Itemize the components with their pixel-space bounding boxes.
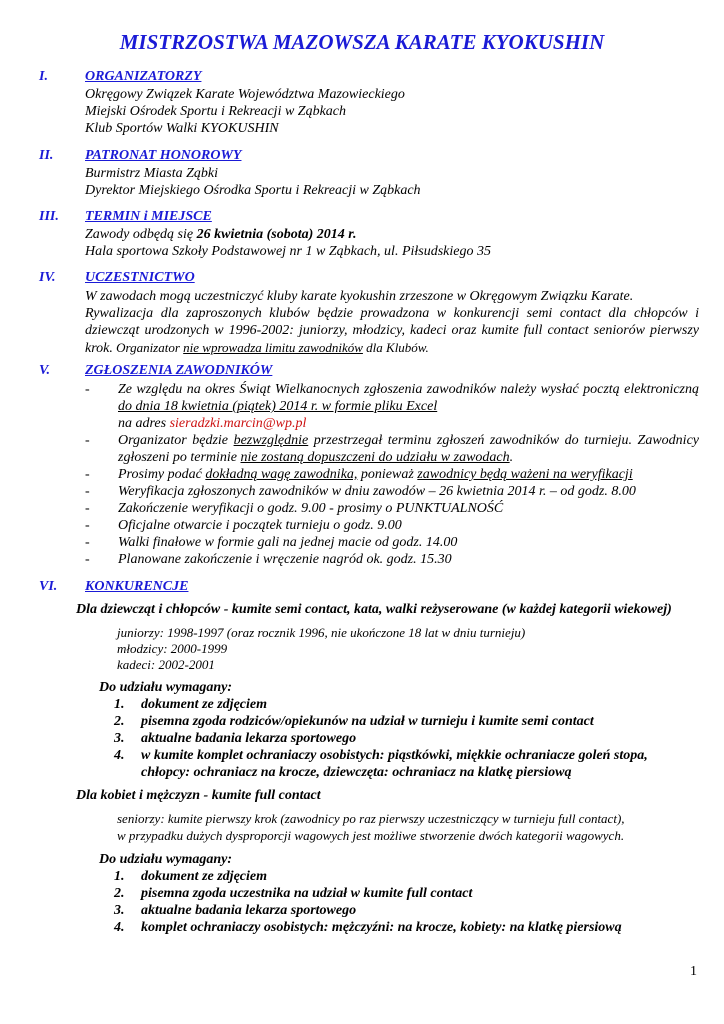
bullet-text: Walki finałowe w formie gali na jednej macie od godz. 14.00 [118, 535, 458, 550]
section-number: I. [39, 69, 48, 84]
requirements-heading: Do udziału wymagany: [99, 680, 233, 695]
bullet-text: Planowane zakończenie i wręczenie nagród ok. godz. 15.30 [118, 552, 452, 567]
bullet-dash: - [85, 467, 90, 482]
page-number: 1 [690, 964, 697, 979]
list-item [114, 902, 356, 919]
list-number: 2. [114, 886, 125, 901]
list-item [114, 868, 267, 885]
list-number: 4. [114, 920, 125, 935]
section-title: ZGŁOSZENIA ZAWODNIKÓW [85, 363, 273, 378]
list-item [85, 381, 699, 432]
section-title: ORGANIZATORZY [85, 69, 202, 84]
event-date-line [85, 226, 356, 243]
bullet-text: Prosimy podać [118, 467, 206, 482]
section-number: V. [39, 363, 51, 378]
section-heading-competitions [39, 579, 188, 595]
email-line [118, 415, 699, 432]
bullet-dash: - [85, 535, 90, 550]
requirements-heading: Do udziału wymagany: [99, 852, 233, 867]
organizer-note-suffix: dla Klubów. [362, 340, 429, 355]
list-item [114, 885, 472, 902]
section-heading-patronage [39, 148, 241, 164]
list-number: 3. [114, 731, 125, 746]
list-item [114, 747, 648, 764]
requirement-text: komplet ochraniaczy osobistych: mężczyźni: na krocze, kobiety: na klatkę piersiową [141, 920, 622, 935]
list-item [85, 500, 699, 517]
email-link[interactable]: sieradzki.marcin@wp.pl [169, 416, 307, 431]
organizer-line: Okręgowy Związek Karate Województwa Mazowieckiego [85, 87, 405, 102]
senior-line: w przypadku dużych dysproporcji wagowych jest możliwe stworzenie dwóch kategorii wagowych. [117, 828, 625, 843]
age-group-line: juniorzy: 1998-1997 (oraz rocznik 1996, nie ukończone 18 lat w dniu turnieju) [117, 625, 526, 640]
bullet-text: Zakończenie weryfikacji o godz. 9.00 - prosimy o PUNKTUALNOŚĆ [118, 501, 504, 516]
list-item [85, 534, 699, 551]
bullet-dash: - [85, 382, 90, 397]
bullet-text: Ze względu na okres Świąt Wielkanocnych zgłoszenia zawodników należy wysłać pocztą elektroniczną [118, 382, 699, 397]
list-number: 3. [114, 903, 125, 918]
patron-line: Burmistrz Miasta Ząbki [85, 166, 219, 181]
list-number: 1. [114, 869, 125, 884]
event-date-prefix: Zawody odbędą się [85, 227, 197, 242]
organizer-line: Klub Sportów Walki KYOKUSHIN [85, 121, 279, 136]
requirement-text: w kumite komplet ochraniaczy osobistych: piąstkówki, miękkie ochraniacze goleń stopa, [141, 748, 648, 763]
requirement-continuation: chłopcy: ochraniacz na krocze, dziewczęta: ochraniacz na klatkę piersiową [141, 765, 572, 780]
bullet-dash: - [85, 518, 90, 533]
age-group-line: młodzicy: 2000-1999 [117, 641, 228, 656]
adult-category-heading: Dla kobiet i mężczyzn - kumite full contact [76, 788, 321, 803]
bullet-text: Oficjalne otwarcie i początek turnieju o godz. 9.00 [118, 518, 402, 533]
list-item [85, 517, 699, 534]
list-item [114, 730, 356, 747]
section-heading-participation [39, 270, 195, 286]
strict-underlined: bezwzględnie [233, 433, 309, 448]
participation-text: Rywalizacja dla zaproszonych klubów będzie prowadzona w konkurencji semi contact dla chłopców i dziewcząt urodzonych w 1996-2002: juniorzy, młodzicy, kadeci oraz kumite full contact seniorów pierwszy krok. [85, 306, 699, 356]
list-item [114, 696, 267, 713]
weight-underlined: dokładną wagę zawodnika, [205, 467, 358, 482]
participation-line: W zawodach mogą uczestniczyć kluby karate kyokushin zrzeszone w Okręgowym Związku Karate. [85, 289, 634, 304]
section-title: KONKURENCJE [85, 579, 189, 594]
bullet-dash: - [85, 552, 90, 567]
list-item [85, 432, 699, 466]
participation-paragraph [85, 305, 699, 357]
venue-line: Hala sportowa Szkoły Podstawowej nr 1 w Ząbkach, ul. Piłsudskiego 35 [85, 244, 491, 259]
bullet-dash: - [85, 501, 90, 516]
page-title: MISTRZOSTWA MAZOWSZA KARATE KYOKUSHIN [119, 30, 605, 54]
patron-line: Dyrektor Miejskiego Ośrodka Sportu i Rekreacji w Ząbkach [85, 183, 421, 198]
deadline-underlined: do dnia 18 kwietnia (piątek) 2014 r. w formie pliku Excel [118, 399, 438, 414]
list-number: 4. [114, 748, 125, 763]
section-number: III. [39, 209, 59, 224]
section-title: PATRONAT HONOROWY [85, 148, 242, 163]
email-prefix: na adres [118, 416, 170, 431]
list-item [85, 483, 699, 500]
organizer-note-prefix: Organizator [112, 340, 184, 355]
list-item [85, 466, 699, 483]
section-number: II. [39, 148, 54, 163]
bullet-dash: - [85, 433, 90, 448]
list-number: 1. [114, 697, 125, 712]
section-title: UCZESTNICTWO [85, 270, 195, 285]
senior-line: seniorzy: kumite pierwszy krok (zawodnicy po raz pierwszy uczestniczący w turnieju full contact), [117, 811, 625, 826]
list-item [85, 551, 699, 568]
section-heading-date-place [39, 209, 212, 225]
section-title: TERMIN i MIEJSCE [85, 209, 212, 224]
organizer-line: Miejski Ośrodek Sportu i Rekreacji w Ząbkach [85, 104, 347, 119]
weight-text [118, 466, 699, 483]
bullet-text: przestrzegał terminu zgłoszeń zawodników do turnieju. Zawodnicy zgłoszeni po terminie [118, 433, 699, 465]
deadline-rule-text [118, 432, 699, 466]
weighing-underlined: zawodnicy będą ważeni na weryfikacji [417, 467, 633, 482]
no-limit-note: nie wprowadza limitu zawodników [183, 340, 363, 355]
section-number: VI. [39, 579, 58, 594]
bullet-text: . [509, 450, 514, 465]
bullet-text: ponieważ [357, 467, 418, 482]
bullet-dash: - [85, 484, 90, 499]
requirement-text: aktualne badania lekarza sportowego [141, 731, 357, 746]
age-group-line: kadeci: 2002-2001 [117, 657, 215, 672]
list-item [114, 919, 622, 936]
section-heading-registration [39, 363, 272, 379]
youth-category-heading: Dla dziewcząt i chłopców - kumite semi contact, kata, walki reżyserowane (w każdej kategorii wiekowej) [76, 602, 672, 617]
requirement-text: dokument ze zdjęciem [141, 697, 267, 712]
requirement-text: aktualne badania lekarza sportowego [141, 903, 357, 918]
bullet-text: Organizator będzie [118, 433, 234, 448]
section-heading-organizers [39, 69, 201, 85]
bullet-text: Weryfikacja zgłoszonych zawodników w dniu zawodów – 26 kwietnia 2014 r. – od godz. 8.00 [118, 484, 636, 499]
section-number: IV. [39, 270, 56, 285]
not-admitted-underlined: nie zostaną dopuszczeni do udziału w zawodach [240, 450, 510, 465]
requirement-text: pisemna zgoda uczestnika na udział w kumite full contact [141, 886, 473, 901]
registration-deadline-text [118, 381, 699, 415]
requirement-text: pisemna zgoda rodziców/opiekunów na udział w turnieju i kumite semi contact [141, 714, 594, 729]
list-item [114, 713, 594, 730]
event-date: 26 kwietnia (sobota) 2014 r. [196, 227, 357, 242]
requirement-text: dokument ze zdjęciem [141, 869, 267, 884]
list-number: 2. [114, 714, 125, 729]
